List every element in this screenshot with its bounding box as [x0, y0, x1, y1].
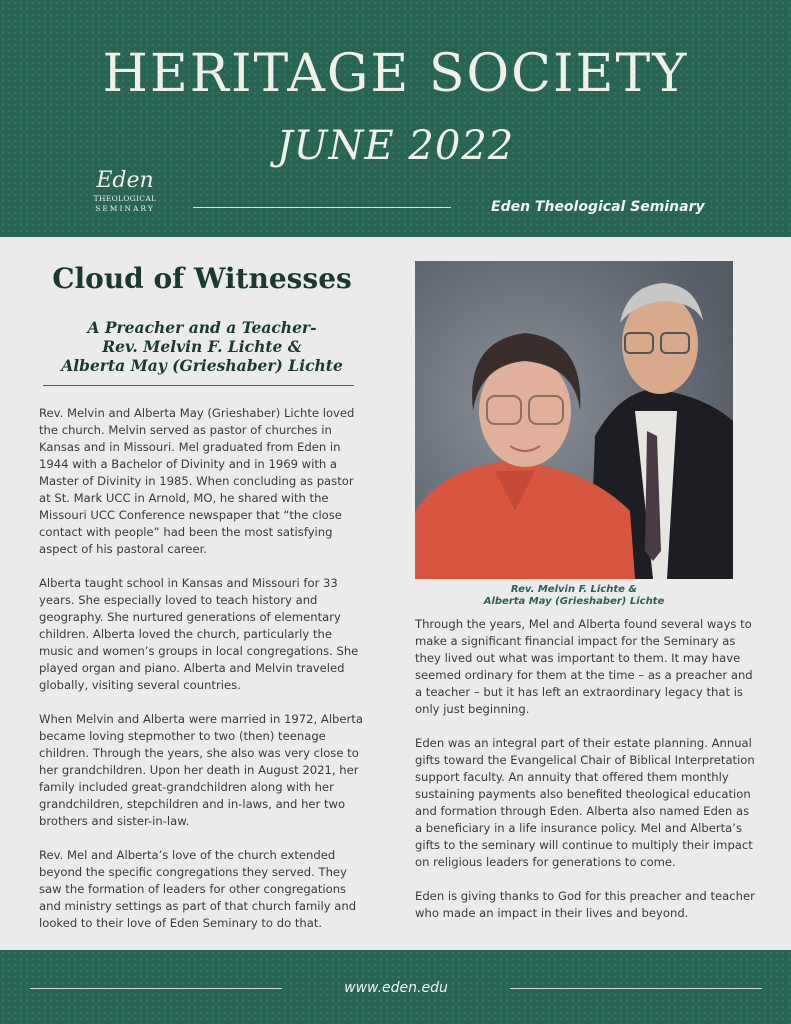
couple-portrait-illustration: [415, 261, 733, 579]
caption-line: Alberta May (Grieshaber) Lichte: [483, 596, 665, 607]
article-title: Cloud of Witnesses: [52, 262, 352, 295]
newsletter-footer: [0, 950, 791, 1024]
footer-divider-right: [510, 988, 762, 989]
logo-line-seminary: SEMINARY: [95, 204, 155, 213]
subtitle-line: Alberta May (Grieshaber) Lichte: [61, 356, 343, 375]
paragraph: When Melvin and Alberta were married in 1972, Alberta became loving stepmother to two (then) teenage children. Through the years, she also was very close to her grandchildren. Upon her death in August 2021, her family included great-grandchildren along with her grandchildren, stepchildren and in-laws, and her two brothers and sister-in-law.: [39, 712, 363, 828]
paragraph: Eden was an integral part of their estate planning. Annual gifts toward the Evangelical Chair of Biblical Interpretation support faculty. An annuity that offered them monthly sustaining payments also benefited theological education and formation through Eden. Alberta also named Eden as a beneficiary in a life insurance policy. Mel and Alberta’s gifts to the seminary will continue to multiply their impact on religious leaders for generations to come.: [415, 736, 755, 869]
website-link[interactable]: www.eden.edu: [344, 980, 448, 996]
caption-line: Rev. Melvin F. Lichte &: [510, 584, 638, 595]
paragraph: Rev. Mel and Alberta’s love of the church extended beyond the specific congregations they served. They saw the formation of leaders for other congregations and ministry settings as part of that church family and looked to their love of Eden Seminary to do that.: [39, 848, 357, 930]
title-divider: [43, 385, 354, 386]
newsletter-header: [0, 0, 791, 237]
paragraph: Eden is giving thanks to God for this preacher and teacher who made an impact in their lives and beyond.: [415, 889, 755, 920]
header-divider: [193, 207, 451, 208]
subtitle-line: Rev. Melvin F. Lichte &: [102, 337, 302, 356]
article-subtitle: [30, 318, 374, 375]
logo-wordmark: Eden: [96, 168, 154, 193]
paragraph: Through the years, Mel and Alberta found several ways to make a significant financial impact for the Seminary as they lived out what was important to them. It may have seemed ordinary for them at the time – as a preacher and a teacher – but it has left an extraordinary legacy that is only just beginning.: [415, 617, 753, 716]
subtitle-line: A Preacher and a Teacher-: [87, 318, 317, 337]
right-column: [415, 616, 757, 939]
header-organization: Eden Theological Seminary: [491, 199, 705, 215]
issue-date: JUNE 2022: [276, 123, 515, 169]
masthead-title: HERITAGE SOCIETY: [102, 44, 689, 104]
logo-line-theological: THEOLOGICAL: [93, 194, 157, 203]
paragraph: Rev. Melvin and Alberta May (Grieshaber) Lichte loved the church. Melvin served as pastor of churches in Kansas and in Missouri. Mel graduated from Eden in 1944 with a Bachelor of Divinity and in 1969 with a Master of Divinity in 1985. When concluding as pastor at St. Mark UCC in Arnold, MO, he shared with the Missouri UCC Conference newspaper that “the close contact with people” had been the most satisfying aspect of his pastoral career.: [39, 406, 355, 556]
left-column: [39, 405, 364, 949]
couple-photo: [415, 261, 733, 579]
paragraph: Alberta taught school in Kansas and Missouri for 33 years. She especially loved to teach history and geography. She nurtured generations of elementary children. Alberta loved the church, particularly the music and women’s groups in local congregations. She played organ and piano. Alberta and Melvin traveled globally, visiting several countries.: [39, 576, 359, 692]
eden-logo: [86, 170, 164, 213]
footer-divider-left: [30, 988, 282, 989]
photo-caption: [415, 584, 733, 608]
